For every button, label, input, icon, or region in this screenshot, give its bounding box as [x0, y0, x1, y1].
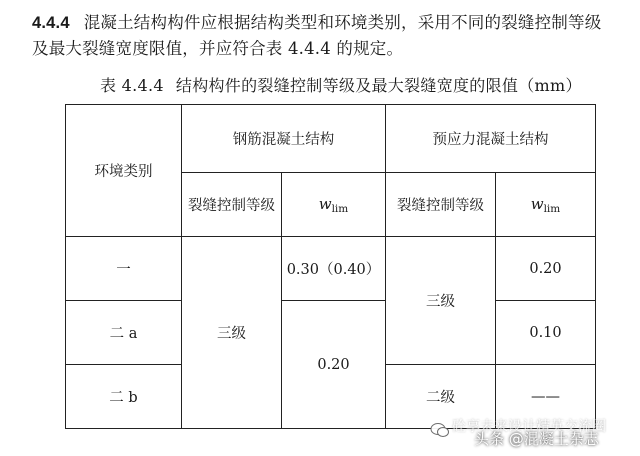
crack-limit-table: [65, 104, 596, 429]
subheader-rc-wlim: $w_{lim}$: [282, 173, 386, 237]
table-caption: [100, 76, 600, 96]
subheader-rc-grade: 裂缝控制等级: [182, 173, 282, 237]
row3-pc-grade: 二级: [386, 365, 496, 429]
clause-text-line1: 混凝土结构构件应根据结构类型和环境类别，采用不同的裂缝控制等级: [83, 13, 602, 32]
table-number: 表 4.4.4: [100, 76, 164, 95]
row2-pc-wlim: 0.10: [496, 301, 596, 365]
wechat-icon: [430, 422, 450, 442]
row1-env: 一: [66, 237, 182, 301]
rc-grade-merged: 三级: [182, 237, 282, 429]
watermark: [412, 419, 638, 450]
row1-rc-wlim: 0.30（0.40）: [282, 237, 386, 301]
clause-number: 4.4.4: [32, 14, 70, 32]
row2-env: 二 a: [66, 301, 182, 365]
header-env-category: 环境类别: [66, 105, 182, 237]
header-pc-structure: 预应力混凝土结构: [386, 105, 596, 173]
clause-paragraph: [32, 10, 632, 62]
header-rc-structure: 钢筋混凝土结构: [182, 105, 386, 173]
row3-pc-wlim: ——: [496, 365, 596, 429]
subheader-pc-wlim: $w_{lim}$: [496, 173, 596, 237]
row3-env: 二 b: [66, 365, 182, 429]
subheader-pc-grade: 裂缝控制等级: [386, 173, 496, 237]
clause-text-line2: 及最大裂缝宽度限值，并应符合表 4.4.4 的规定。: [32, 39, 404, 58]
watermark-front-text: 头条 @混凝土杂志: [474, 430, 599, 448]
pc-grade-merged: 三级: [386, 237, 496, 365]
rc-wlim-merged: 0.20: [282, 301, 386, 429]
watermark-back-text: 砼享未来设计精英交流圈: [452, 419, 606, 435]
table-title: 结构构件的裂缝控制等级及最大裂缝宽度的限值（mm）: [175, 76, 582, 95]
row1-pc-wlim: 0.20: [496, 237, 596, 301]
